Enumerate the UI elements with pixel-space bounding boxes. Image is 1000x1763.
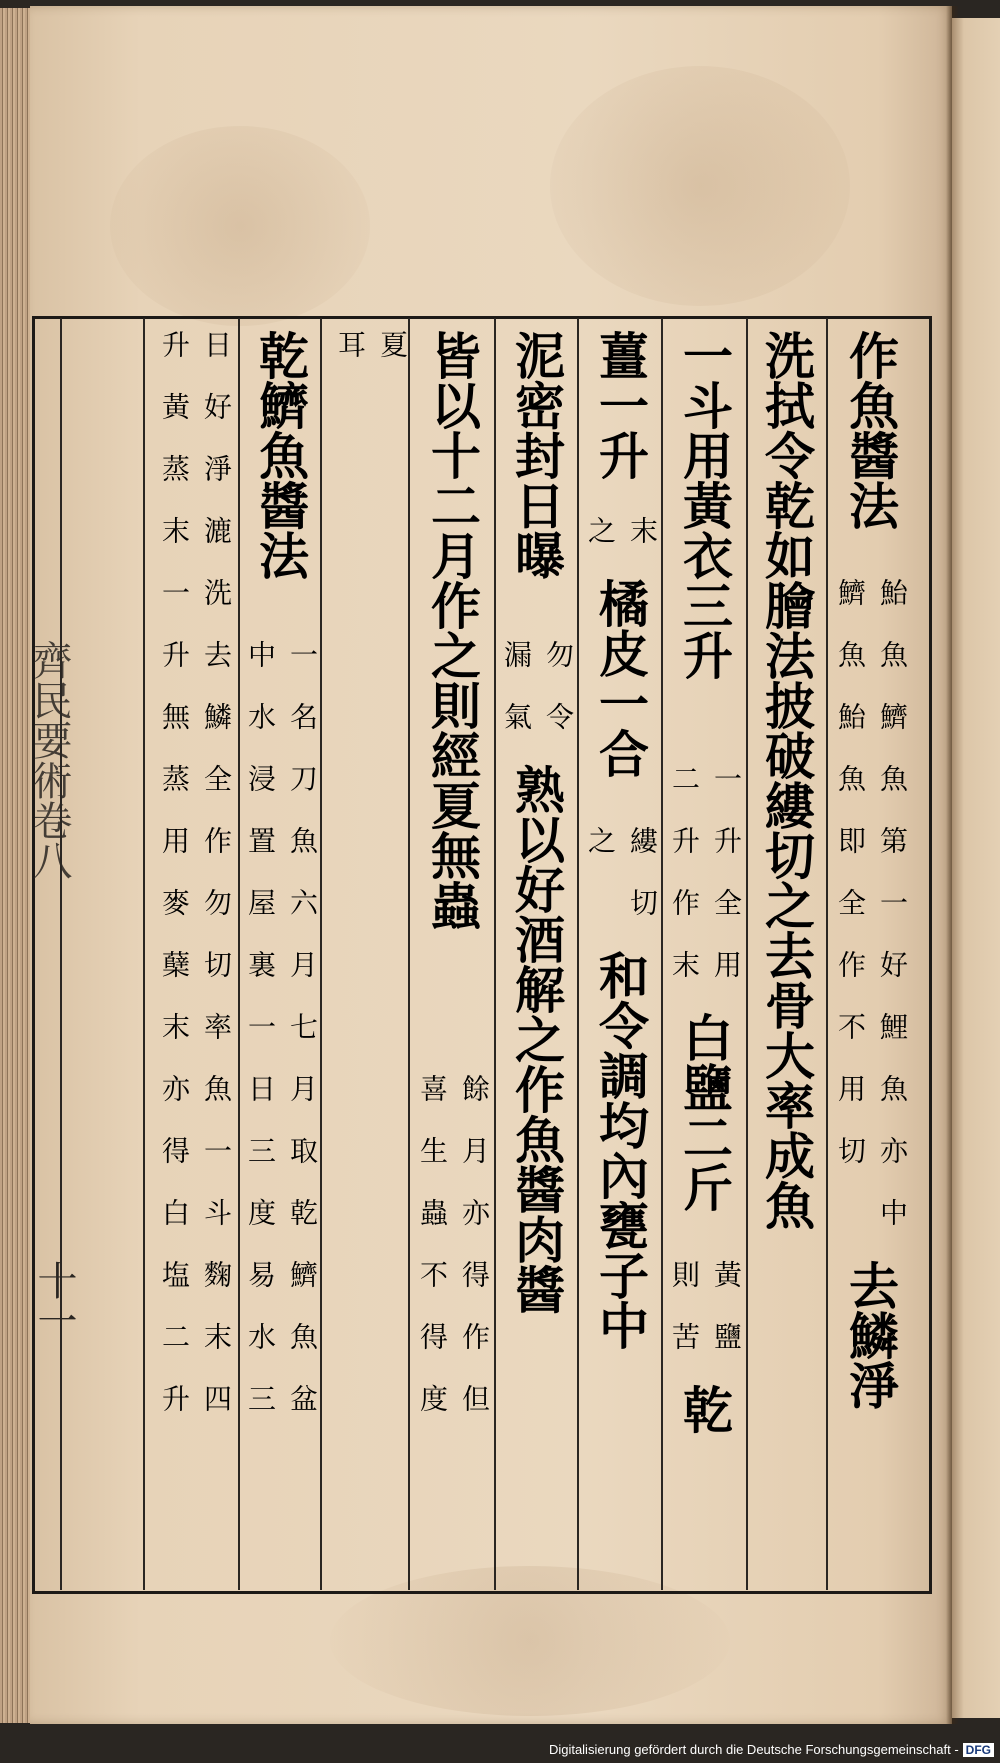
- annotation-pair: [413, 1074, 491, 1446]
- text-column: [330, 330, 410, 1585]
- dfg-logo: DFG: [963, 1743, 994, 1757]
- main-text: 作魚醬法: [842, 330, 898, 530]
- main-text: 熟以好酒解之作魚醬肉醬: [508, 764, 564, 1314]
- text-column: [746, 330, 826, 1585]
- annotation-right: 鮐魚鱭魚第一好鯉魚亦中: [876, 578, 907, 1260]
- annotation-right: 末: [626, 516, 657, 578]
- annotation-left: 中水浸置屋裏一日三度易水三: [244, 640, 275, 1446]
- main-text: 橘皮一合: [592, 578, 648, 778]
- annotation-left: 鱭魚鮐魚即全作不用切: [834, 578, 865, 1198]
- annotation-pair: [831, 578, 909, 1260]
- text-column: [664, 330, 744, 1585]
- annotation-left: 之: [584, 516, 615, 578]
- column-rule: [826, 318, 828, 1590]
- main-text: 洗拭令乾如膾法披破縷切之去骨大率成魚: [758, 330, 814, 1230]
- fold-page-number: 十一: [31, 1260, 77, 1340]
- column-rule: [320, 318, 322, 1590]
- annotation-left: 之: [584, 826, 615, 888]
- main-text: 皆以十二月作之則經夏無蟲: [424, 330, 480, 930]
- main-text: 去鱗淨: [842, 1260, 898, 1410]
- annotation-pair: [497, 640, 575, 764]
- annotation-right: 日好淨漉洗去鱗全作勿切率魚一斗麴末四: [200, 330, 231, 1446]
- annotation-left: 二升作末: [668, 764, 699, 1012]
- annotation-pair: [155, 330, 233, 1446]
- annotation-right: 勿令: [542, 640, 573, 764]
- annotation-left: 升黃蒸末一升無蒸用麥蘖末亦得白塩二升: [158, 330, 189, 1446]
- fold-rule: [60, 318, 62, 1590]
- column-rule: [661, 318, 663, 1590]
- text-column: [830, 330, 910, 1585]
- annotation-pair: [665, 764, 743, 1012]
- next-page-edge: [952, 18, 1000, 1718]
- annotation-pair: [241, 640, 319, 1446]
- text-column: [154, 330, 234, 1585]
- text-column: [496, 330, 576, 1585]
- text-column: [580, 330, 660, 1585]
- annotation-pair: [581, 826, 659, 950]
- main-text: 泥密封日曝: [508, 330, 564, 580]
- annotation-left: 漏氣: [500, 640, 531, 764]
- annotation-left: 耳: [334, 330, 365, 392]
- main-text: 乾鱭魚醬法: [252, 330, 308, 580]
- annotation-right: 縷切: [626, 826, 657, 950]
- main-text: 薑一升: [592, 330, 648, 480]
- column-rule: [143, 318, 145, 1590]
- annotation-right: 一名刀魚六月七月取乾鱭魚盆: [286, 640, 317, 1446]
- annotation-left: 喜生蟲不得度: [416, 1074, 447, 1446]
- annotation-right: 黃鹽: [710, 1260, 741, 1384]
- fold-title: 齊民要術卷八: [26, 640, 72, 880]
- main-text: 一斗用黃衣三升: [676, 330, 732, 680]
- main-text: 和令調均內甕子中: [592, 950, 648, 1350]
- main-text: 乾: [676, 1384, 732, 1434]
- main-text: 白鹽二斤: [676, 1012, 732, 1212]
- digitization-footer: [549, 1742, 994, 1757]
- annotation-left: 則苦: [668, 1260, 699, 1384]
- footer-credit: Digitalisierung gefördert durch die Deutsche Forschungsgemeinschaft -: [548, 1742, 959, 1757]
- annotation-right: 夏: [376, 330, 407, 392]
- text-column: [412, 330, 492, 1585]
- annotation-pair: [331, 330, 409, 392]
- annotation-right: 一升全用: [710, 764, 741, 1012]
- column-rule: [577, 318, 579, 1590]
- annotation-pair: [665, 1260, 743, 1384]
- annotation-right: 餘月亦得作但: [458, 1074, 489, 1446]
- annotation-pair: [581, 516, 659, 578]
- text-column: [240, 330, 320, 1585]
